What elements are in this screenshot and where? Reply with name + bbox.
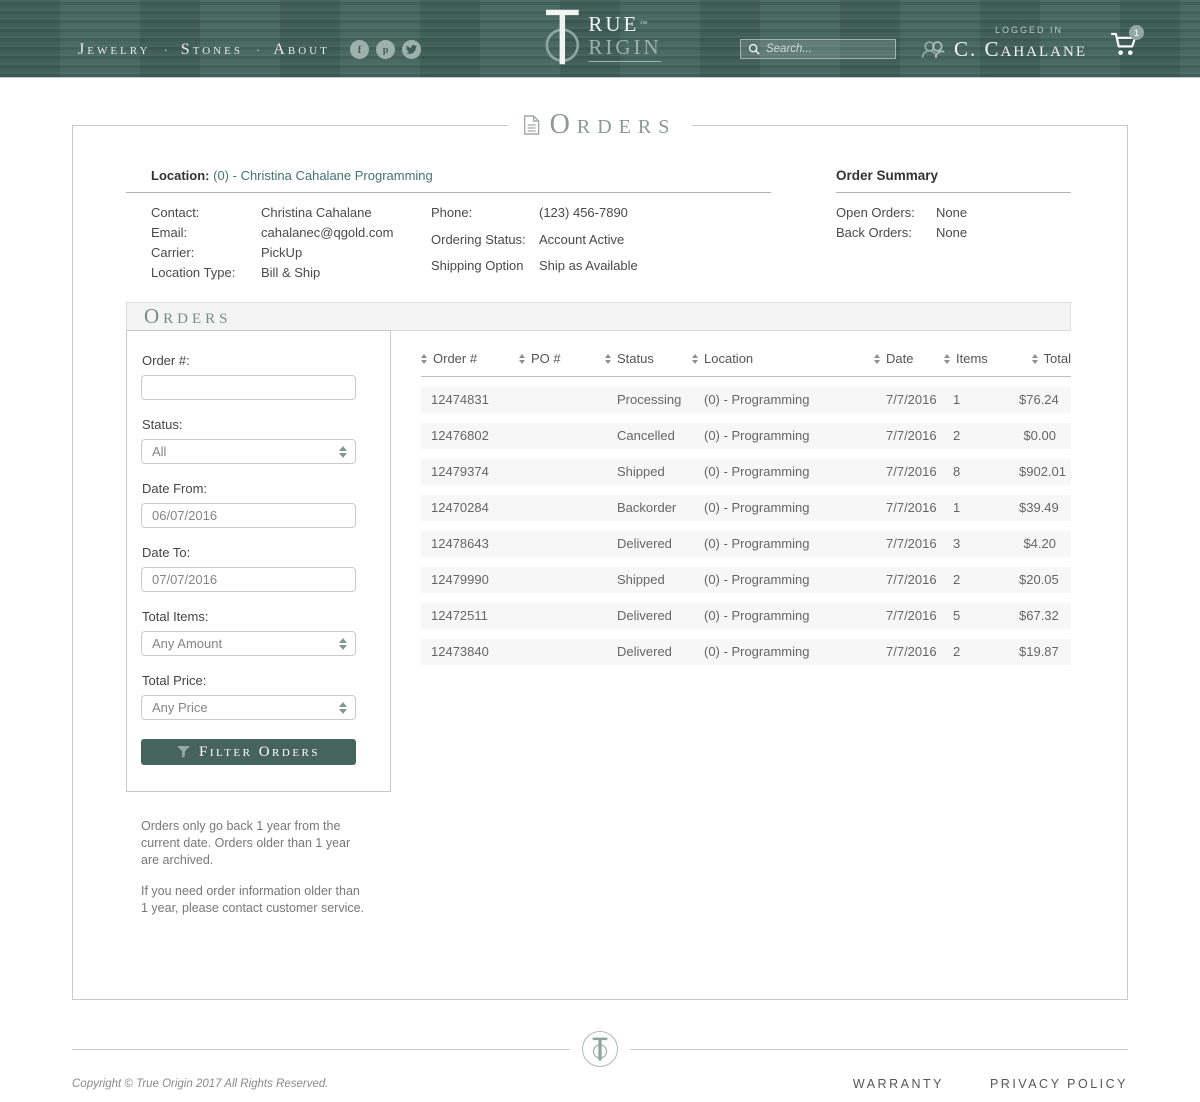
field-value: (123) 456-7890 — [539, 205, 628, 220]
cell-po-number — [519, 567, 605, 593]
main-menu — [78, 40, 421, 59]
cell-total: $76.24 — [1019, 392, 1059, 407]
field-label: Contact: — [151, 205, 200, 220]
summary-value: None — [936, 225, 968, 240]
cell-total: $20.05 — [1019, 572, 1059, 587]
note-paragraph: If you need order information older than 1 year, please contact customer service. — [141, 883, 365, 915]
cell-total: $39.49 — [1019, 500, 1059, 515]
sort-icon — [605, 354, 611, 364]
field-value: Account Active — [539, 231, 625, 247]
select-arrows-icon — [339, 638, 347, 650]
cell-order-number: 12479990 — [431, 572, 489, 587]
logged-in-label: LOGGED IN — [994, 24, 1063, 35]
cell-date: 7/7/2016 — [886, 644, 937, 659]
location-fields-right — [431, 205, 638, 280]
column-header-date[interactable]: Date — [874, 351, 944, 366]
order-number-label: Order #: — [142, 353, 190, 368]
date-from-input[interactable] — [141, 503, 356, 528]
cell-order-number: 12476802 — [431, 428, 489, 443]
divider — [836, 192, 1071, 193]
copyright-text: Copyright © True Origin 2017 All Rights Reserved. — [72, 1078, 329, 1090]
cell-location: (0) - Programming — [704, 608, 810, 623]
orders-section-title: Orders — [144, 304, 232, 328]
trademark-symbol: ™ — [639, 19, 648, 28]
cell-location: (0) - Programming — [704, 644, 810, 659]
sort-icon — [692, 354, 698, 364]
footer-link-privacy-policy[interactable]: PRIVACY POLICY — [989, 1077, 1128, 1091]
cell-order-number: 12478643 — [431, 536, 489, 551]
cell-po-number — [519, 495, 605, 521]
location-label: Location: — [151, 168, 210, 183]
summary-label: Back Orders: — [836, 225, 912, 240]
total-items-select[interactable] — [141, 631, 356, 656]
sort-icon — [519, 354, 525, 364]
field-value: Bill & Ship — [261, 265, 321, 280]
cell-location: (0) - Programming — [704, 428, 810, 443]
cell-order-number: 12472511 — [431, 608, 488, 623]
cell-items: 1 — [953, 392, 961, 407]
table-row[interactable] — [421, 423, 1071, 449]
cell-order-number: 12470284 — [431, 500, 489, 515]
divider — [126, 192, 771, 193]
order-number-input[interactable] — [141, 375, 356, 400]
total-items-label: Total Items: — [142, 609, 209, 624]
pinterest-icon[interactable] — [376, 40, 395, 59]
date-to-input[interactable] — [141, 567, 356, 592]
status-select-value: All — [152, 444, 167, 459]
cell-status: Delivered — [617, 608, 672, 623]
total-items-select-value: Any Amount — [152, 636, 223, 651]
page-title — [509, 109, 692, 141]
menu-item-about[interactable]: About — [273, 40, 330, 58]
column-header-po-number[interactable]: PO # — [519, 351, 605, 366]
search-box — [740, 39, 896, 59]
cell-location: (0) - Programming — [704, 392, 810, 407]
total-price-label: Total Price: — [142, 673, 207, 688]
cell-status: Processing — [617, 392, 682, 407]
cell-items: 3 — [953, 536, 961, 551]
page-title-text: Orders — [549, 109, 677, 140]
orders-archive-note — [126, 818, 366, 916]
facebook-icon[interactable] — [350, 40, 369, 59]
cell-items: 8 — [953, 464, 961, 479]
account-name: C. Cahalane — [953, 36, 1087, 61]
cell-status: Delivered — [617, 644, 672, 659]
cell-items: 2 — [953, 572, 961, 587]
logo-text-line2: RIGIN — [588, 35, 661, 62]
cart-button[interactable] — [1111, 27, 1139, 62]
cell-total: $67.32 — [1019, 608, 1059, 623]
orders-table — [421, 331, 1071, 665]
column-header-status[interactable]: Status — [605, 351, 692, 366]
note-paragraph: Orders only go back 1 year from the current date. Orders older than 1 year are archived. — [141, 819, 351, 867]
logo-text-line1: RUE™ — [588, 12, 648, 36]
account-menu[interactable] — [920, 25, 1087, 62]
table-row[interactable] — [421, 459, 1071, 485]
orders-table-body — [421, 387, 1071, 665]
cell-items: 2 — [953, 644, 961, 659]
menu-separator: · — [255, 42, 261, 57]
field-value: Christina Cahalane — [261, 205, 372, 220]
sort-icon — [874, 354, 880, 364]
cell-total: $4.20 — [1023, 536, 1056, 551]
cell-po-number — [519, 387, 605, 413]
field-label: Location Type: — [151, 265, 236, 280]
filter-sidebar — [126, 330, 391, 792]
column-header-order-number[interactable]: Order # — [421, 351, 519, 366]
cell-date: 7/7/2016 — [886, 536, 937, 551]
cell-date: 7/7/2016 — [886, 392, 937, 407]
cell-po-number — [519, 639, 605, 665]
table-row[interactable] — [421, 603, 1071, 629]
total-price-select-value: Any Price — [152, 700, 208, 715]
cell-po-number — [519, 459, 605, 485]
order-summary-title: Order Summary — [836, 168, 939, 183]
cell-location: (0) - Programming — [704, 536, 810, 551]
location-fields-left — [151, 205, 431, 280]
field-label: Carrier: — [151, 245, 195, 260]
cell-total: $0.00 — [1023, 428, 1056, 443]
footer — [72, 1031, 1128, 1091]
column-header-items[interactable]: Items — [944, 351, 1019, 366]
footer-link-warranty[interactable]: WARRANTY — [852, 1077, 944, 1091]
order-summary — [836, 168, 1071, 280]
cell-order-number: 12474831 — [431, 392, 489, 407]
sort-icon — [944, 354, 950, 364]
top-nav — [0, 0, 1200, 78]
cell-date: 7/7/2016 — [886, 464, 937, 479]
menu-item-stones[interactable]: Stones — [180, 40, 243, 58]
location-info — [126, 168, 771, 280]
status-select[interactable] — [141, 439, 356, 464]
summary-value: None — [936, 205, 968, 220]
table-row[interactable] — [421, 639, 1071, 665]
cell-date: 7/7/2016 — [886, 500, 937, 515]
filter-orders-button[interactable] — [141, 739, 356, 765]
location-link[interactable]: (0) - Christina Cahalane Programming — [213, 168, 433, 183]
total-price-select[interactable] — [141, 695, 356, 720]
field-value: PickUp — [261, 245, 303, 260]
cell-po-number — [519, 531, 605, 557]
cell-date: 7/7/2016 — [886, 608, 937, 623]
summary-label: Open Orders: — [836, 205, 915, 220]
logo-monogram-icon — [538, 7, 586, 67]
column-header-total[interactable]: Total — [1019, 351, 1086, 366]
field-label: Ordering Status: — [431, 231, 526, 247]
sort-icon — [421, 354, 427, 364]
cell-order-number: 12473840 — [431, 644, 489, 659]
cell-status: Backorder — [617, 500, 677, 515]
cell-location: (0) - Programming — [704, 572, 810, 587]
svg-text:p: p — [382, 45, 389, 55]
filter-orders-button-label: Filter Orders — [198, 743, 321, 760]
field-value: cahalanec@qgold.com — [261, 225, 394, 240]
field-label: Phone: — [431, 205, 473, 220]
divider — [72, 1049, 570, 1050]
field-label: Shipping Option — [431, 258, 524, 274]
cell-date: 7/7/2016 — [886, 428, 937, 443]
sort-icon — [1032, 354, 1038, 364]
select-arrows-icon — [339, 702, 347, 714]
user-icon — [920, 39, 946, 59]
cell-status: Shipped — [617, 464, 665, 479]
cell-status: Cancelled — [617, 428, 675, 443]
divider — [630, 1049, 1128, 1050]
true-origin-logo[interactable] — [538, 7, 661, 67]
cell-status: Delivered — [617, 536, 672, 551]
cell-items: 1 — [953, 500, 961, 515]
menu-item-jewelry[interactable]: Jewelry — [78, 40, 151, 58]
search-input[interactable] — [766, 43, 888, 55]
cell-order-number: 12479374 — [431, 464, 489, 479]
cart-count-badge: 1 — [1129, 25, 1144, 40]
select-arrows-icon — [339, 446, 347, 458]
cell-items: 2 — [953, 428, 961, 443]
table-row[interactable] — [421, 387, 1071, 413]
table-row[interactable] — [421, 531, 1071, 557]
cell-po-number — [519, 423, 605, 449]
search-icon — [748, 43, 760, 55]
social-icons — [350, 40, 421, 59]
table-row[interactable] — [421, 495, 1071, 521]
true-origin-monogram-icon — [582, 1031, 618, 1067]
menu-separator: · — [163, 42, 168, 57]
twitter-icon[interactable] — [402, 40, 421, 59]
cell-date: 7/7/2016 — [886, 572, 937, 587]
cell-items: 5 — [953, 608, 961, 623]
field-value: Ship as Available — [539, 258, 638, 274]
table-row[interactable] — [421, 567, 1071, 593]
cell-total: $19.87 — [1019, 644, 1059, 659]
cell-total: $902.01 — [1019, 464, 1066, 479]
cell-status: Shipped — [617, 572, 665, 587]
field-label: Email: — [151, 225, 188, 240]
cell-location: (0) - Programming — [704, 500, 810, 515]
svg-text:f: f — [357, 45, 361, 55]
cell-po-number — [519, 603, 605, 629]
orders-table-header — [421, 351, 1071, 377]
status-label: Status: — [142, 417, 183, 432]
document-icon — [524, 115, 540, 135]
orders-section-header — [126, 302, 1071, 331]
column-header-location[interactable]: Location — [692, 351, 874, 366]
date-to-label: Date To: — [142, 545, 191, 560]
date-from-label: Date From: — [142, 481, 208, 496]
orders-panel — [72, 109, 1128, 1000]
funnel-icon — [177, 746, 190, 758]
cell-location: (0) - Programming — [704, 464, 810, 479]
